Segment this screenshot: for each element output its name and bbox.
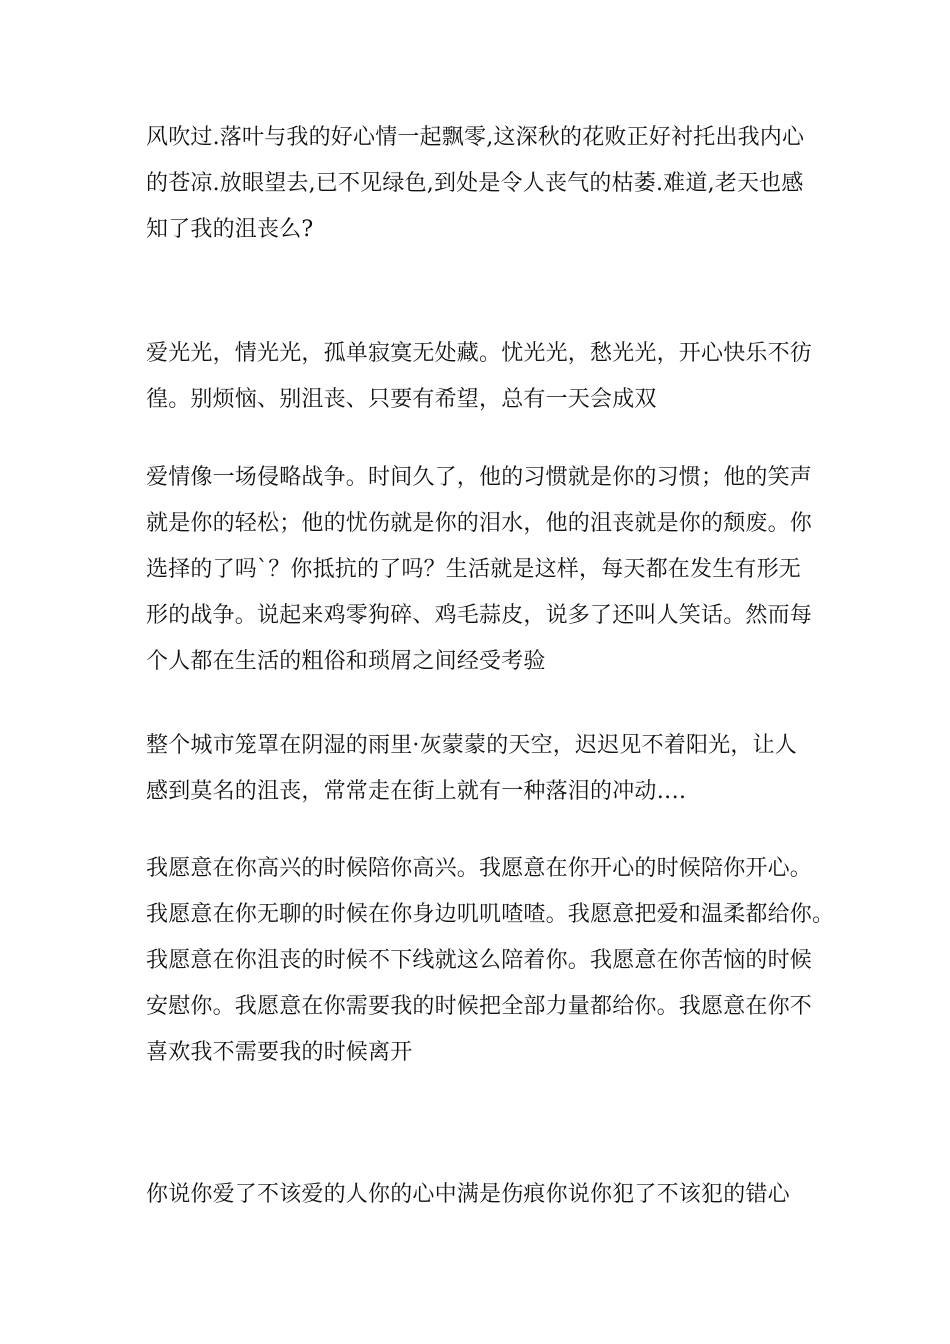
paragraph-rainy-city [146, 723, 826, 815]
text-line: 整个城市笼罩在阴湿的雨里·灰蒙蒙的天空，迟迟见不着阳光，让人 [146, 733, 797, 758]
text-line: 知了我的沮丧么? [146, 217, 314, 242]
text-line: 我愿意在你无聊的时候在你身边叽叽喳喳。我愿意把爱和温柔都给你。 [146, 902, 835, 927]
paragraph-autumn-leaves [146, 115, 826, 253]
paragraph-love-war [146, 455, 826, 685]
text-line: 感到莫名的沮丧，常常走在街上就有一种落泪的冲动‥‥ [146, 779, 687, 804]
text-line: 爱情像一场侵略战争。时间久了，他的习惯就是你的习惯；他的笑声 [146, 465, 813, 490]
paragraph-love-gone [146, 331, 826, 423]
text-line: 形的战争。说起来鸡零狗碎、鸡毛蒜皮，说多了还叫人笑话。然而每 [146, 603, 813, 628]
text-line: 你说你爱了不该爱的人你的心中满是伤痕你说你犯了不该犯的错心 [146, 1182, 790, 1207]
text-line: 风吹过.落叶与我的好心情一起飘零,这深秋的花败正好衬托出我内心 [146, 125, 805, 150]
text-line: 安慰你。我愿意在你需要我的时候把全部力量都给你。我愿意在你不 [146, 994, 813, 1019]
text-line: 徨。别烦恼、别沮丧、只要有希望，总有一天会成双 [146, 387, 657, 412]
text-line: 的苍凉.放眼望去,已不见绿色,到处是令人丧气的枯萎.难道,老天也感 [146, 171, 804, 196]
text-line: 就是你的轻松；他的忧伤就是你的泪水，他的沮丧就是你的颓废。你 [146, 511, 813, 536]
paragraph-you-said [146, 1172, 826, 1218]
text-line: 我愿意在你沮丧的时候不下线就这么陪着你。我愿意在你苦恼的时候 [146, 948, 813, 973]
text-line: 爱光光，情光光，孤单寂寞无处藏。忧光光，愁光光，开心快乐不彷 [146, 341, 813, 366]
text-line: 喜欢我不需要我的时候离开 [146, 1040, 413, 1065]
text-line: 选择的了吗`？你抵抗的了吗？生活就是这样，每天都在发生有形无 [146, 557, 802, 582]
text-line: 我愿意在你高兴的时候陪你高兴。我愿意在你开心的时候陪你开心。 [146, 856, 813, 881]
text-line: 个人都在生活的粗俗和琐屑之间经受考验 [146, 649, 546, 674]
paragraph-i-am-willing [146, 846, 835, 1076]
